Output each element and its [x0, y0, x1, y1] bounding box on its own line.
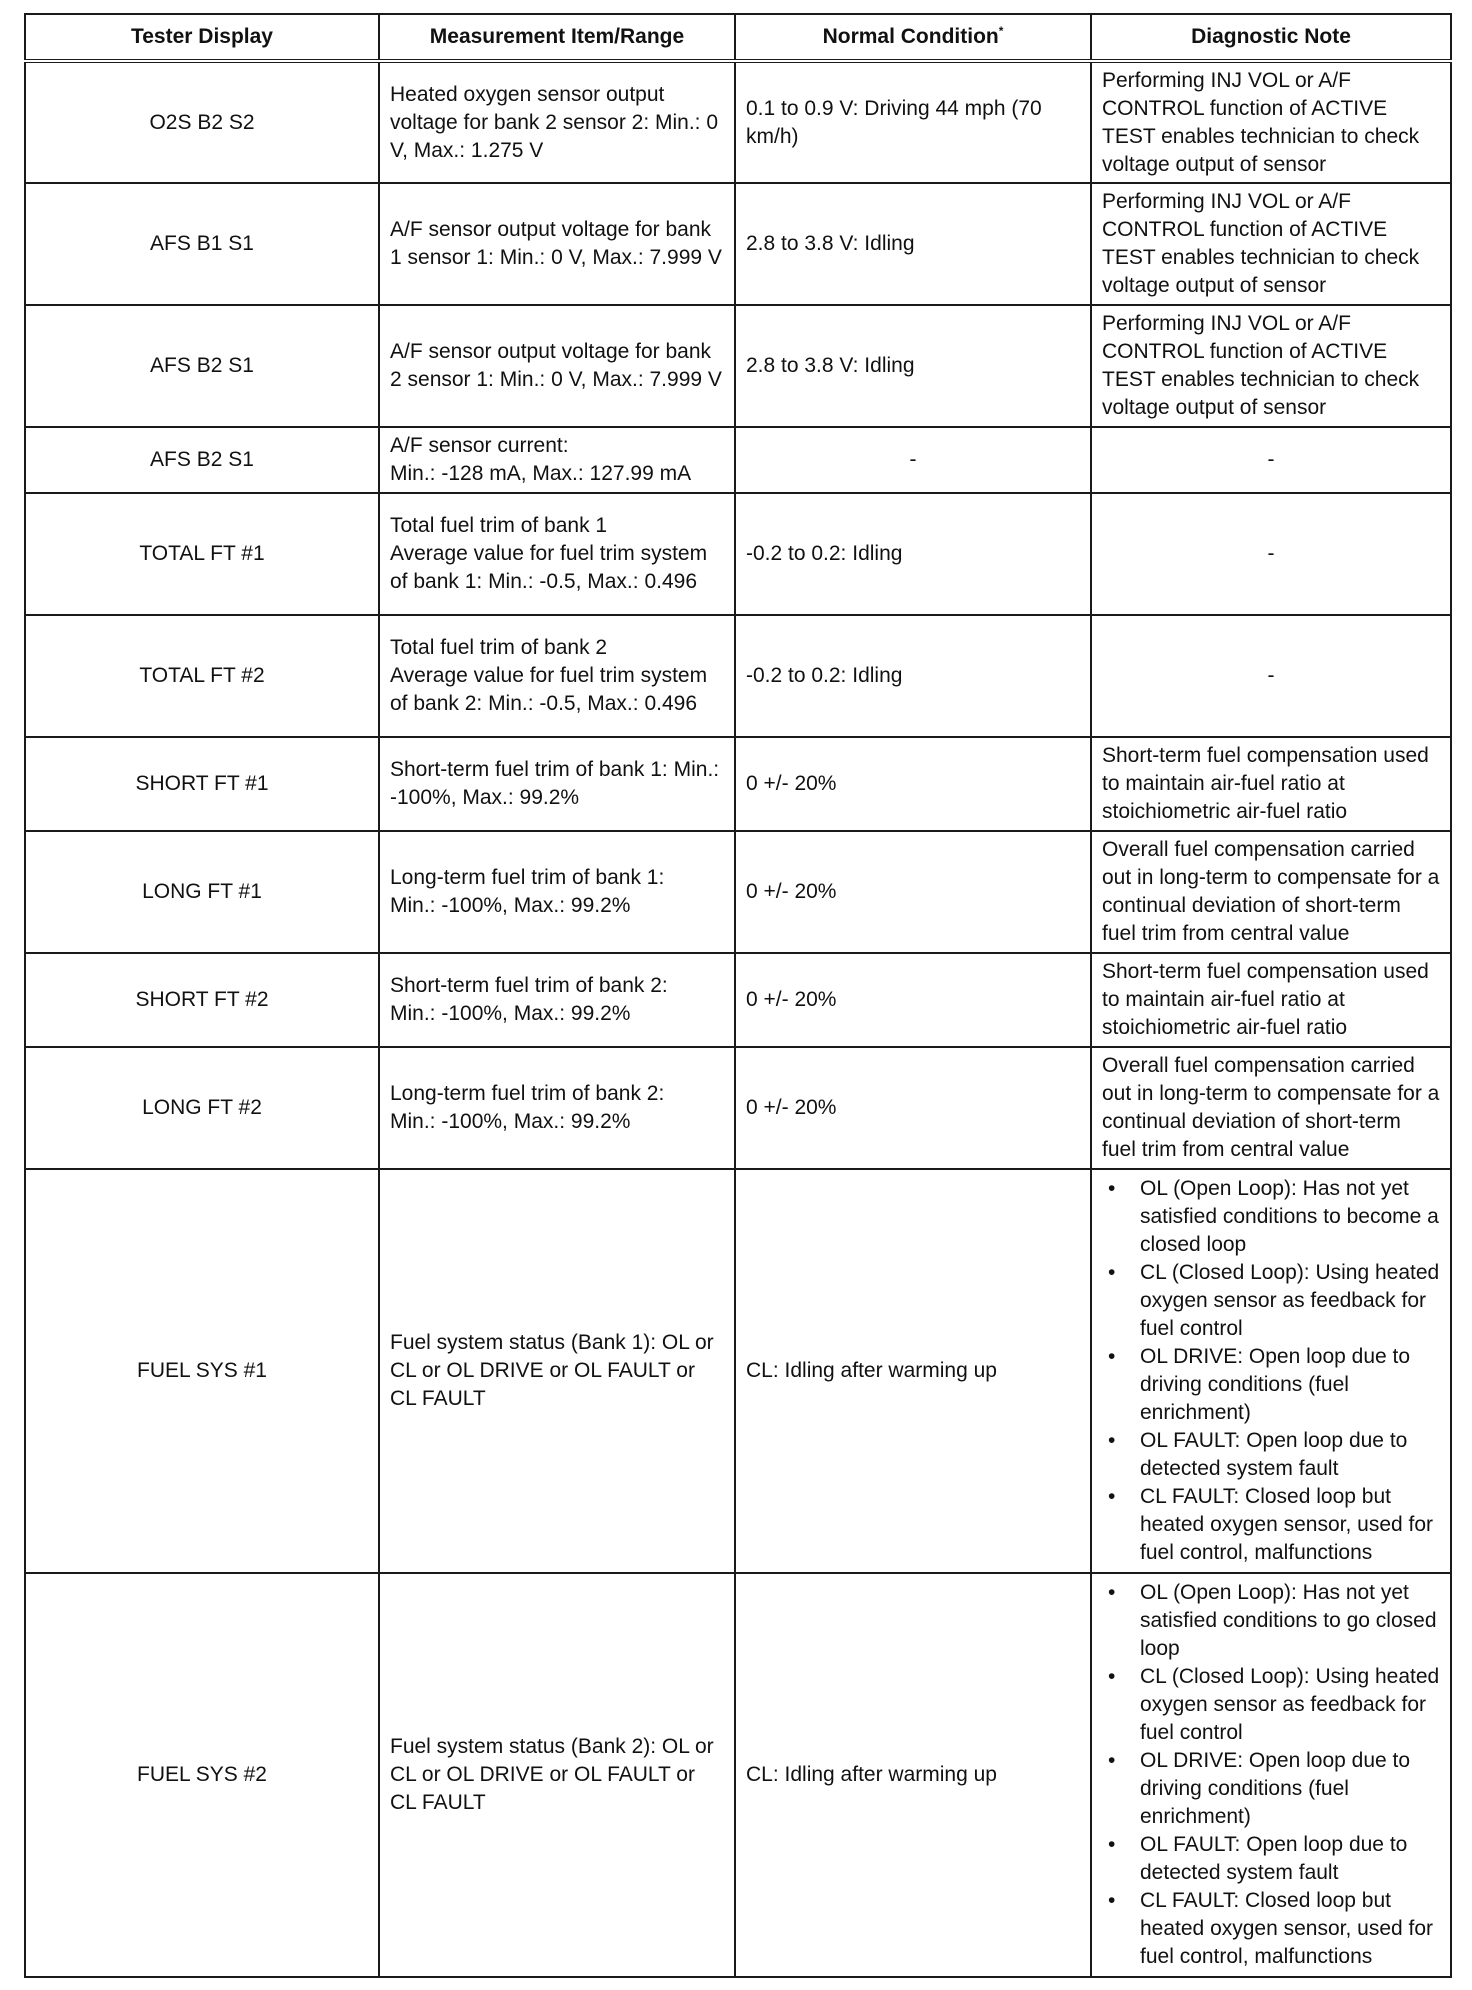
table-row — [25, 427, 1451, 493]
measurement-cell: Fuel system status (Bank 1): OL or CL or OL DRIVE or OL FAULT or CL FAULT — [379, 1169, 735, 1573]
table-row — [25, 493, 1451, 615]
bullet-item — [1102, 1343, 1440, 1427]
tester-display-cell: SHORT FT #1 — [25, 737, 379, 831]
diagnostic-note-cell: - — [1091, 493, 1451, 615]
table-row — [25, 1169, 1451, 1573]
measurement-cell — [379, 1047, 735, 1169]
measurement-cell — [379, 615, 735, 737]
diagnostic-note-cell: Short-term fuel compensation used to maintain air-fuel ratio at stoichiometric air-fuel ratio — [1091, 953, 1451, 1047]
bullet-item — [1102, 1831, 1440, 1887]
header-measurement: Measurement Item/Range — [379, 14, 735, 61]
bullet-text: OL FAULT: Open loop due to detected system fault — [1140, 1429, 1408, 1480]
measurement-line: Min.: -128 mA, Max.: 127.99 mA — [390, 462, 692, 485]
diagnostic-note-cell: Performing INJ VOL or A/F CONTROL function of ACTIVE TEST enables technician to check voltage output of sensor — [1091, 61, 1451, 183]
normal-condition-cell: 0 +/- 20% — [735, 1047, 1091, 1169]
tester-display-cell: AFS B2 S1 — [25, 305, 379, 427]
normal-condition-cell: -0.2 to 0.2: Idling — [735, 615, 1091, 737]
table-row — [25, 1573, 1451, 1977]
bullet-mark: • — [1108, 1345, 1116, 1368]
normal-condition-cell: 0.1 to 0.9 V: Driving 44 mph (70 km/h) — [735, 61, 1091, 183]
measurement-cell: A/F sensor output voltage for bank 2 sensor 1: Min.: 0 V, Max.: 7.999 V — [379, 305, 735, 427]
normal-condition-cell: CL: Idling after warming up — [735, 1169, 1091, 1573]
tester-display-cell: TOTAL FT #1 — [25, 493, 379, 615]
normal-condition-cell: 0 +/- 20% — [735, 953, 1091, 1047]
tester-display-cell: FUEL SYS #1 — [25, 1169, 379, 1573]
diagnostic-note-cell: Performing INJ VOL or A/F CONTROL function of ACTIVE TEST enables technician to check voltage output of sensor — [1091, 183, 1451, 305]
bullet-text: CL FAULT: Closed loop but heated oxygen sensor, used for fuel control, malfunctions — [1140, 1485, 1434, 1564]
bullet-mark: • — [1108, 1749, 1116, 1772]
measurement-cell — [379, 953, 735, 1047]
bullet-mark: • — [1108, 1889, 1116, 1912]
bullet-text: OL DRIVE: Open loop due to driving conditions (fuel enrichment) — [1140, 1345, 1411, 1424]
bullet-item — [1102, 1259, 1440, 1343]
bullet-text: CL FAULT: Closed loop but heated oxygen sensor, used for fuel control, malfunctions — [1140, 1889, 1434, 1968]
diagnostic-note-cell: Short-term fuel compensation used to maintain air-fuel ratio at stoichiometric air-fuel ratio — [1091, 737, 1451, 831]
bullet-text: OL FAULT: Open loop due to detected system fault — [1140, 1833, 1408, 1884]
measurement-cell — [379, 427, 735, 493]
measurement-cell: Heated oxygen sensor output voltage for bank 2 sensor 2: Min.: 0 V, Max.: 1.275 V — [379, 61, 735, 183]
header-normal-condition-label: Normal Condition — [822, 25, 999, 48]
measurement-line: Min.: -100%, Max.: 99.2% — [390, 1002, 631, 1025]
measurement-cell: A/F sensor output voltage for bank 1 sensor 1: Min.: 0 V, Max.: 7.999 V — [379, 183, 735, 305]
measurement-line: Long-term fuel trim of bank 2: — [390, 1082, 665, 1105]
bullet-text: OL DRIVE: Open loop due to driving conditions (fuel enrichment) — [1140, 1749, 1411, 1828]
bullet-item — [1102, 1175, 1440, 1259]
tester-display-cell: TOTAL FT #2 — [25, 615, 379, 737]
bullet-mark: • — [1108, 1581, 1116, 1604]
data-list-sheet — [24, 13, 1450, 1978]
measurement-cell: Short-term fuel trim of bank 1: Min.: -100%, Max.: 99.2% — [379, 737, 735, 831]
normal-condition-cell: 2.8 to 3.8 V: Idling — [735, 305, 1091, 427]
tester-display-cell: LONG FT #1 — [25, 831, 379, 953]
measurement-cell — [379, 493, 735, 615]
bullet-mark: • — [1108, 1429, 1116, 1452]
measurement-line: Average value for fuel trim system of bank 1: Min.: -0.5, Max.: 0.496 — [390, 542, 708, 593]
header-normal-condition — [735, 14, 1091, 61]
normal-condition-cell: 2.8 to 3.8 V: Idling — [735, 183, 1091, 305]
bullet-text: CL (Closed Loop): Using heated oxygen sensor as feedback for fuel control — [1140, 1665, 1440, 1744]
header-tester-display: Tester Display — [25, 14, 379, 61]
tester-display-cell: AFS B2 S1 — [25, 427, 379, 493]
bullet-item — [1102, 1663, 1440, 1747]
bullet-item — [1102, 1483, 1440, 1567]
footnote-mark: * — [998, 24, 1004, 38]
table-row — [25, 61, 1451, 183]
diagnostic-note-cell: Overall fuel compensation carried out in long-term to compensate for a continual deviation of short-term fuel trim from central value — [1091, 1047, 1451, 1169]
bullet-mark: • — [1108, 1665, 1116, 1688]
bullet-mark: • — [1108, 1833, 1116, 1856]
bullet-item — [1102, 1427, 1440, 1483]
bullet-text: CL (Closed Loop): Using heated oxygen sensor as feedback for fuel control — [1140, 1261, 1440, 1340]
header-row — [25, 14, 1451, 61]
measurement-line: Min.: -100%, Max.: 99.2% — [390, 894, 631, 917]
diagnostic-note-cell: - — [1091, 615, 1451, 737]
tester-display-cell: AFS B1 S1 — [25, 183, 379, 305]
bullet-list — [1102, 1175, 1440, 1567]
table-row — [25, 615, 1451, 737]
bullet-item — [1102, 1579, 1440, 1663]
tester-display-cell: O2S B2 S2 — [25, 61, 379, 183]
table-row — [25, 183, 1451, 305]
diagnostic-note-cell — [1091, 1169, 1451, 1573]
measurement-line: Long-term fuel trim of bank 1: — [390, 866, 665, 889]
measurement-cell: Fuel system status (Bank 2): OL or CL or OL DRIVE or OL FAULT or CL FAULT — [379, 1573, 735, 1977]
bullet-text: OL (Open Loop): Has not yet satisfied conditions to go closed loop — [1140, 1581, 1437, 1660]
measurement-line: Total fuel trim of bank 1 — [390, 514, 608, 537]
table-row — [25, 737, 1451, 831]
diagnostic-note-cell — [1091, 1573, 1451, 1977]
table-row — [25, 1047, 1451, 1169]
bullet-text: OL (Open Loop): Has not yet satisfied conditions to become a closed loop — [1140, 1177, 1439, 1256]
bullet-mark: • — [1108, 1177, 1116, 1200]
measurement-line: Short-term fuel trim of bank 2: — [390, 974, 668, 997]
bullet-item — [1102, 1747, 1440, 1831]
diagnostic-note-cell: - — [1091, 427, 1451, 493]
measurement-line: A/F sensor current: — [390, 434, 569, 457]
table-row — [25, 953, 1451, 1047]
bullet-mark: • — [1108, 1485, 1116, 1508]
normal-condition-cell: -0.2 to 0.2: Idling — [735, 493, 1091, 615]
bullet-mark: • — [1108, 1261, 1116, 1284]
measurement-line: Min.: -100%, Max.: 99.2% — [390, 1110, 631, 1133]
normal-condition-cell: - — [735, 427, 1091, 493]
normal-condition-cell: CL: Idling after warming up — [735, 1573, 1091, 1977]
table-row — [25, 305, 1451, 427]
diagnostic-note-cell: Overall fuel compensation carried out in long-term to compensate for a continual deviation of short-term fuel trim from central value — [1091, 831, 1451, 953]
data-list-table — [24, 13, 1452, 1978]
bullet-list — [1102, 1579, 1440, 1971]
diagnostic-note-cell: Performing INJ VOL or A/F CONTROL function of ACTIVE TEST enables technician to check voltage output of sensor — [1091, 305, 1451, 427]
measurement-line: Average value for fuel trim system of bank 2: Min.: -0.5, Max.: 0.496 — [390, 664, 708, 715]
tester-display-cell: FUEL SYS #2 — [25, 1573, 379, 1977]
measurement-cell — [379, 831, 735, 953]
normal-condition-cell: 0 +/- 20% — [735, 831, 1091, 953]
table-row — [25, 831, 1451, 953]
measurement-line: Total fuel trim of bank 2 — [390, 636, 608, 659]
bullet-item — [1102, 1887, 1440, 1971]
tester-display-cell: SHORT FT #2 — [25, 953, 379, 1047]
tester-display-cell: LONG FT #2 — [25, 1047, 379, 1169]
header-diagnostic-note: Diagnostic Note — [1091, 14, 1451, 61]
normal-condition-cell: 0 +/- 20% — [735, 737, 1091, 831]
